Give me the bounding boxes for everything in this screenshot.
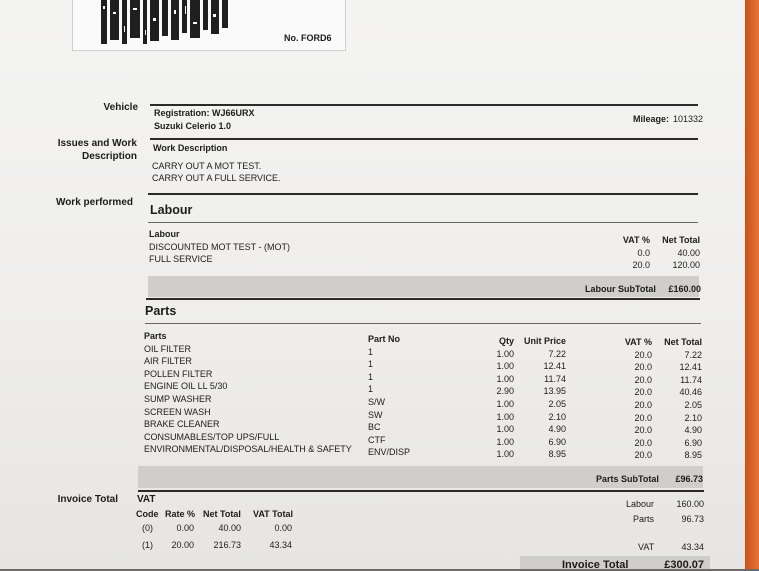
part-unit-price: 8.95 [548, 449, 566, 460]
part-desc: ENVIRONMENTAL/DISPOSAL/HEALTH & SAFETY [144, 444, 352, 455]
part-qty: 1.00 [496, 424, 514, 435]
part-number: 1 [368, 359, 374, 370]
part-desc: CONSUMABLES/TOP UPS/FULL [144, 431, 280, 442]
part-unit-price: 7.22 [548, 348, 566, 359]
parts-header-desc: Parts [144, 331, 167, 341]
labour-row-net: 120.00 [672, 260, 700, 270]
parts-subtotal-label: Parts SubTotal [596, 474, 659, 484]
parts-header-partno: Part No [368, 334, 401, 344]
part-desc: AIR FILTER [144, 356, 192, 367]
parts-partno-column [368, 333, 410, 459]
part-vat: 20.0 [634, 374, 652, 385]
summary-parts-label: Parts [633, 514, 655, 524]
summary-labour-value: 160.00 [676, 499, 704, 509]
work-description-line: CARRY OUT A MOT TEST. [152, 161, 262, 171]
issues-divider [150, 138, 698, 140]
vat-row-code: (1) [142, 540, 153, 550]
part-vat: 20.0 [634, 412, 652, 423]
part-vat: 20.0 [634, 387, 652, 398]
vehicle-label: Vehicle [103, 102, 138, 113]
part-unit-price: 11.74 [544, 373, 566, 384]
labour-net-header: Net Total [662, 235, 700, 245]
part-desc: ENGINE OIL LL 5/30 [144, 381, 228, 392]
part-desc: BRAKE CLEANER [144, 419, 220, 430]
labour-title-divider [148, 222, 698, 223]
labour-row-vat: 20.0 [632, 260, 650, 270]
part-desc: OIL FILTER [144, 343, 192, 354]
part-number: 1 [368, 384, 374, 395]
part-number: BC [368, 422, 381, 433]
parts-title-divider [145, 323, 701, 324]
work-performed-label: Work performed [55, 197, 133, 208]
company-logo-box [72, 0, 346, 51]
summary-labour-label: Labour [626, 499, 655, 509]
labour-row-net: 40.00 [677, 248, 700, 258]
summary-parts-value: 96.73 [681, 514, 704, 524]
part-number: CTF [368, 434, 386, 445]
part-number: 1 [368, 371, 374, 382]
mileage-value: 101332 [673, 114, 704, 124]
work-description-heading: Work Description [153, 143, 228, 153]
vat-row-code: (0) [142, 523, 153, 533]
part-qty: 1.00 [496, 436, 514, 447]
labour-row-desc: FULL SERVICE [149, 254, 213, 264]
parts-header-unitprice: Unit Price [523, 336, 566, 346]
parts-qty-column [488, 335, 514, 461]
work-description-line: CARRY OUT A FULL SERVICE. [152, 173, 281, 183]
part-unit-price: 13.95 [543, 386, 566, 397]
part-number: S/W [368, 396, 385, 407]
background-folder-edge [745, 0, 759, 569]
vehicle-divider [150, 104, 698, 106]
part-desc: SUMP WASHER [144, 393, 212, 404]
parts-header-qty: Qty [498, 336, 514, 346]
confidential-logo-icon [99, 0, 239, 46]
work-divider [148, 193, 698, 195]
part-qty: 1.00 [496, 411, 514, 422]
part-net-total: 4.90 [684, 425, 702, 436]
vat-header-rate: Rate % [165, 509, 196, 519]
part-net-total: 11.74 [680, 374, 702, 385]
vat-title: VAT [137, 494, 156, 505]
vat-header-net: Net Total [203, 509, 241, 519]
labour-row-vat: 0.0 [637, 248, 650, 258]
summary-vat-value: 43.34 [681, 542, 704, 552]
labour-vat-header: VAT % [622, 235, 650, 245]
invoice-divider [138, 490, 704, 492]
parts-desc-column [144, 330, 352, 456]
parts-subtotal-value: £96.73 [675, 474, 703, 484]
part-vat: 20.0 [634, 362, 652, 373]
labour-subtotal-label: Labour SubTotal [585, 284, 656, 294]
vat-row-rate: 0.00 [176, 523, 194, 533]
part-qty: 2.90 [496, 386, 514, 397]
vat-header-vat: VAT Total [253, 509, 293, 519]
part-qty: 1.00 [496, 373, 514, 384]
part-unit-price: 4.90 [548, 424, 566, 435]
parts-net-column [660, 336, 702, 462]
part-qty: 1.00 [496, 398, 514, 409]
invoice-total-label: Invoice Total [57, 494, 118, 505]
vat-row-vat: 0.00 [274, 523, 292, 533]
part-vat: 20.0 [634, 437, 652, 448]
part-vat: 20.0 [634, 425, 652, 436]
part-vat: 20.0 [634, 349, 652, 360]
parts-divider [146, 298, 700, 300]
vat-row-rate: 20.00 [171, 540, 194, 550]
part-net-total: 8.95 [684, 450, 702, 461]
part-unit-price: 12.41 [543, 361, 566, 372]
part-net-total: 7.22 [684, 349, 702, 360]
part-unit-price: 6.90 [548, 436, 566, 447]
part-net-total: 40.46 [679, 387, 702, 398]
labour-subtotal-value: £160.00 [668, 284, 701, 294]
labour-row-desc: DISCOUNTED MOT TEST - (MOT) [149, 242, 290, 252]
vat-row-vat: 43.34 [269, 540, 292, 550]
part-desc: POLLEN FILTER [144, 368, 213, 379]
vat-row-net: 216.73 [213, 540, 241, 550]
part-qty: 1.00 [496, 449, 514, 460]
vehicle-registration: Registration: WJ66URX [154, 108, 255, 118]
issues-label: Issues and Work Description [57, 138, 137, 162]
grand-total-label: Invoice Total [562, 559, 629, 571]
part-qty: 1.00 [496, 361, 514, 372]
parts-unitprice-column [520, 335, 566, 461]
vat-row-net: 40.00 [218, 523, 241, 533]
mileage-label: Mileage: [633, 114, 670, 124]
labour-section-title: Labour [150, 203, 193, 217]
vat-header-code: Code [136, 509, 159, 519]
part-net-total: 12.41 [679, 362, 702, 373]
part-unit-price: 2.10 [548, 411, 566, 422]
vehicle-model: Suzuki Celerio 1.0 [154, 121, 232, 131]
part-number: ENV/DISP [368, 447, 411, 458]
part-vat: 20.0 [634, 399, 652, 410]
part-net-total: 2.05 [684, 399, 702, 410]
part-number: SW [368, 409, 383, 420]
part-net-total: 2.10 [684, 412, 702, 423]
parts-header-net: Net Total [664, 337, 702, 347]
summary-vat-label: VAT [638, 542, 655, 552]
part-unit-price: 2.05 [548, 398, 566, 409]
parts-header-vat: VAT % [624, 337, 652, 347]
part-desc: SCREEN WASH [144, 406, 211, 417]
part-qty: 1.00 [496, 348, 514, 359]
grand-total-value: £300.07 [664, 559, 704, 571]
parts-vat-column [618, 336, 652, 462]
document-number: No. FORD6 [284, 33, 332, 43]
labour-column-header: Labour [149, 229, 180, 239]
part-net-total: 6.90 [684, 437, 702, 448]
part-number: 1 [368, 346, 374, 357]
part-vat: 20.0 [634, 450, 652, 461]
parts-section-title: Parts [145, 304, 177, 318]
